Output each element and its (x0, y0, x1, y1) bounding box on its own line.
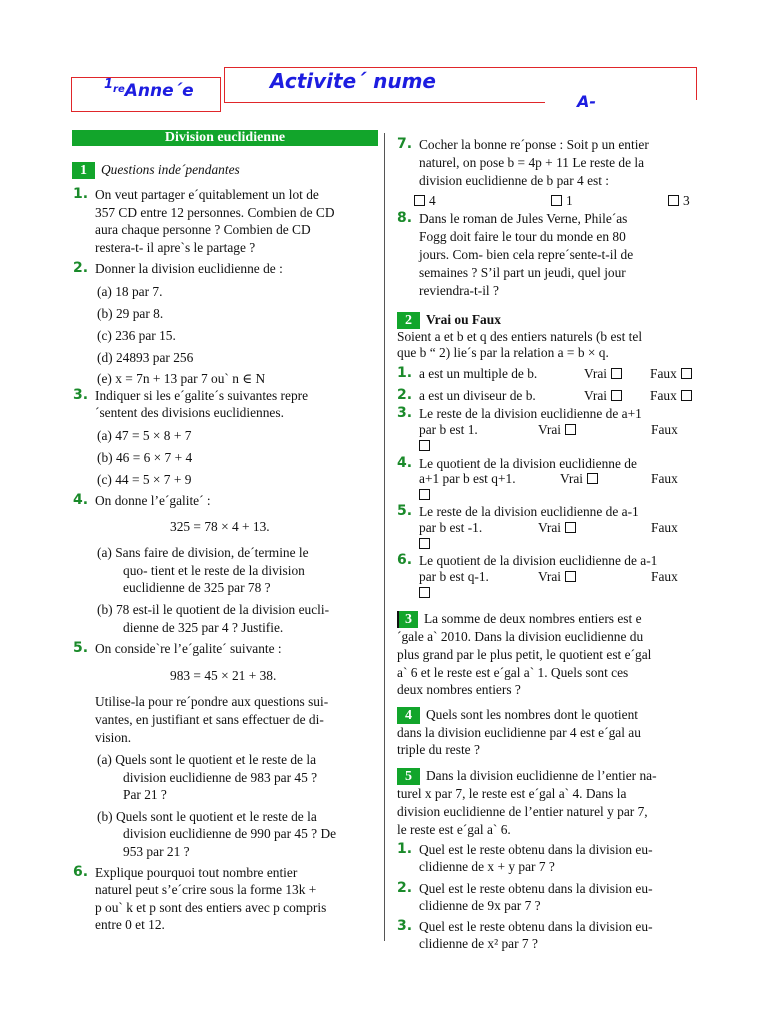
vf-true-label: Vrai (584, 388, 607, 403)
checkbox-icon (419, 538, 430, 549)
checkbox-icon (681, 390, 692, 401)
vf-true-option (538, 568, 576, 585)
part3-line: deux nombres entiers ? (397, 682, 521, 697)
question-text: On veut partager e´quitablement un lot de (95, 187, 319, 202)
choice-label: 3 (683, 193, 690, 208)
choice-label: 4 (429, 193, 436, 208)
question-text: On conside`re l’e´galite´ suivante : (95, 641, 282, 656)
vf-statement: Le quotient de la division euclidienne de a-1 (419, 553, 658, 568)
part4-line: dans la division euclidienne par 4 est e´gal au (397, 725, 641, 740)
vf-statement: par b est 1. (419, 422, 478, 437)
vf-statement: Le quotient de la division euclidienne de (419, 456, 637, 471)
question-text: 325 = 78 × 4 + 13. (170, 519, 270, 534)
question-text: Fogg doit faire le tour du monde en 80 (419, 229, 626, 244)
choice-option (551, 192, 573, 209)
question-text: (e) x = 7n + 13 par 7 ou` n ∈ N (97, 371, 266, 386)
part4-line: Quels sont les nombres dont le quotient (426, 707, 638, 722)
part3-line: a` 6 et le reste est e´gal a` 1. Quels sont ces (397, 665, 629, 680)
question-number: 5. (73, 640, 89, 656)
vf-true-option (538, 519, 576, 536)
vf-true-label: Vrai (538, 520, 561, 535)
question-text: jours. Com- bien cela repre´sente-t-il de (419, 247, 634, 262)
choice-label: 1 (566, 193, 573, 208)
part5-text (397, 767, 657, 785)
checkbox-icon (611, 368, 622, 379)
part3-line: plus grand par le plus petit, le quotient est e´gal (397, 647, 652, 662)
vf-true-option (538, 421, 576, 438)
part3-text (397, 610, 642, 628)
vf-number: 2. (397, 387, 413, 403)
question-number: 7. (397, 136, 413, 152)
question-text: dienne de 325 par 4 ? Justifie. (123, 620, 284, 635)
part2-title: Vrai ou Faux (426, 312, 501, 327)
vf-statement: a est un multiple de b. (419, 366, 538, 381)
vf-false-option (650, 387, 692, 404)
question-text: (b) 46 = 6 × 7 + 4 (97, 450, 193, 465)
vf-number: 3. (397, 405, 413, 421)
question-text: (a) 18 par 7. (97, 284, 163, 299)
question-text: Indiquer si les e´galite´s suivantes repre (95, 388, 309, 403)
vf-false-option (419, 437, 430, 454)
question-text: naturel, on pose b = 4p + 11 Le reste de la (419, 155, 645, 170)
vf-statement: Le reste de la division euclidienne de a+1 (419, 406, 642, 421)
question-text: 983 = 45 × 21 + 38. (170, 668, 277, 683)
question-number: 1. (73, 186, 89, 202)
vf-false-label: Faux (651, 471, 678, 486)
question-text: division euclidienne de 990 par 45 ? De (123, 826, 337, 841)
question-text: entre 0 et 12. (95, 917, 165, 932)
header-right-title: Activite´ nume (270, 69, 436, 93)
checkbox-icon (414, 195, 425, 206)
checkbox-icon (551, 195, 562, 206)
vf-true-label: Vrai (538, 569, 561, 584)
checkbox-icon (419, 489, 430, 500)
vf-false-option (419, 535, 430, 552)
checkbox-icon (419, 440, 430, 451)
vf-false-option (419, 584, 430, 601)
question-text: Donner la division euclidienne de : (95, 261, 283, 276)
question-text: vision. (95, 730, 132, 745)
question-text: division euclidienne de b par 4 est : (419, 173, 610, 188)
vf-false-label: Faux (650, 366, 677, 381)
part5-line: Dans la division euclidienne de l’entier na- (426, 768, 657, 783)
question-text: (b) 78 est-il le quotient de la division eucli- (97, 602, 330, 617)
question-text: Quel est le reste obtenu dans la division eu- (419, 919, 653, 934)
header-right-cover (545, 100, 697, 104)
checkbox-icon (565, 424, 576, 435)
part5-line: division euclidienne de l’entier naturel y par 7, (397, 804, 648, 819)
question-text: p ou` k et p sont des entiers avec p compris (95, 900, 327, 915)
vf-number: 1. (397, 365, 413, 381)
vf-statement: Le reste de la division euclidienne de a-1 (419, 504, 639, 519)
part2-intro: que b “ 2) lie´s par la relation a = b × q. (397, 345, 609, 360)
part4-badge: 4 (397, 707, 420, 724)
question-text: Quel est le reste obtenu dans la division eu- (419, 842, 653, 857)
question-text: semaines ? S’il part un jeudi, quel jour (419, 265, 626, 280)
question-text: (c) 236 par 15. (97, 328, 176, 343)
section-title-bar: Division euclidienne (72, 130, 378, 146)
checkbox-icon (611, 390, 622, 401)
question-text: On donne l’e´galite´ : (95, 493, 211, 508)
part5-line: turel x par 7, le reste est e´gal a` 4. Dans la (397, 786, 627, 801)
part3-badge: 3 (397, 611, 418, 628)
column-divider (384, 133, 385, 941)
checkbox-icon (419, 587, 430, 598)
part4-line: triple du reste ? (397, 742, 480, 757)
part2-heading (397, 311, 501, 329)
vf-statement: par b est q-1. (419, 569, 489, 584)
question-text: Par 21 ? (123, 787, 167, 802)
choice-option (414, 192, 436, 209)
question-text: Cocher la bonne re´ponse : Soit p un entier (419, 137, 649, 152)
checkbox-icon (681, 368, 692, 379)
part3-line: ´gale a` 2010. Dans la division euclidienne du (397, 629, 644, 644)
question-text: quo- tient et le reste de la division (123, 563, 305, 578)
checkbox-icon (565, 522, 576, 533)
vf-number: 4. (397, 455, 413, 471)
question-text: euclidienne de 325 par 78 ? (123, 580, 271, 595)
vf-false-option (419, 486, 430, 503)
question-number: 3. (397, 918, 413, 934)
question-text: Explique pourquoi tout nombre entier (95, 865, 298, 880)
question-text: clidienne de x² par 7 ? (419, 936, 538, 951)
question-text: (a) Quels sont le quotient et le reste de la (97, 752, 317, 767)
vf-number: 6. (397, 552, 413, 568)
part1-heading (72, 161, 240, 179)
question-text: (b) 29 par 8. (97, 306, 164, 321)
question-text: reviendra-t-il ? (419, 283, 499, 298)
question-text: (a) 47 = 5 × 8 + 7 (97, 428, 192, 443)
vf-true-option (560, 470, 598, 487)
vf-true-label: Vrai (538, 422, 561, 437)
question-text: Dans le roman de Jules Verne, Phile´as (419, 211, 628, 226)
checkbox-icon (587, 473, 598, 484)
question-text: clidienne de x + y par 7 ? (419, 859, 555, 874)
vf-false-label: Faux (651, 520, 678, 535)
part2-badge: 2 (397, 312, 420, 329)
vf-true-option (584, 387, 622, 404)
question-text: vantes, en justifiant et sans effectuer de di- (95, 712, 324, 727)
vf-number: 5. (397, 503, 413, 519)
vf-statement: a+1 par b est q+1. (419, 471, 516, 486)
part5-line: le reste est e´gal a` 6. (397, 822, 511, 837)
question-text: Quel est le reste obtenu dans la division eu- (419, 881, 653, 896)
question-text: aura chaque personne ? Combien de CD (95, 222, 311, 237)
part4-text (397, 706, 638, 724)
question-text: (a) Sans faire de division, de´termine le (97, 545, 309, 560)
part5-badge: 5 (397, 768, 420, 785)
part2-intro: Soient a et b et q des entiers naturels (b est tel (397, 329, 643, 344)
question-text: ´sentent des divisions euclidiennes. (95, 405, 284, 420)
question-text: 953 par 21 ? (123, 844, 190, 859)
part3-line: La somme de deux nombres entiers est e (424, 611, 642, 626)
vf-true-label: Vrai (584, 366, 607, 381)
question-number: 2. (397, 880, 413, 896)
question-text: clidienne de 9x par 7 ? (419, 898, 541, 913)
checkbox-icon (668, 195, 679, 206)
question-text: division euclidienne de 983 par 45 ? (123, 770, 318, 785)
question-text: (d) 24893 par 256 (97, 350, 194, 365)
checkbox-icon (565, 571, 576, 582)
vf-false-option (650, 365, 692, 382)
question-number: 3. (73, 387, 89, 403)
question-number: 6. (73, 864, 89, 880)
question-text: 357 CD entre 12 personnes. Combien de CD (95, 205, 335, 220)
part1-title: Questions inde´pendantes (101, 162, 240, 177)
question-text: naturel peut s’e´crire sous la forme 13k + (95, 882, 317, 897)
question-number: 2. (73, 260, 89, 276)
vf-statement: a est un diviseur de b. (419, 388, 536, 403)
part1-badge: 1 (72, 162, 95, 179)
vf-false-label: Faux (651, 422, 678, 437)
vf-false-label: Faux (650, 388, 677, 403)
question-text: restera-t- il apre`s le partage ? (95, 240, 256, 255)
question-number: 1. (397, 841, 413, 857)
header-right-subtitle: A- (577, 92, 597, 111)
choice-option (668, 192, 690, 209)
question-number: 4. (73, 492, 89, 508)
question-text: (c) 44 = 5 × 7 + 9 (97, 472, 192, 487)
question-text: (b) Quels sont le quotient et le reste de la (97, 809, 317, 824)
question-text: Utilise-la pour re´pondre aux questions sui- (95, 694, 329, 709)
vf-true-option (584, 365, 622, 382)
vf-false-label: Faux (651, 569, 678, 584)
question-number: 8. (397, 210, 413, 226)
header-left-title: $^{1re}$Anne´e (104, 77, 194, 101)
vf-true-label: Vrai (560, 471, 583, 486)
vf-statement: par b est -1. (419, 520, 483, 535)
